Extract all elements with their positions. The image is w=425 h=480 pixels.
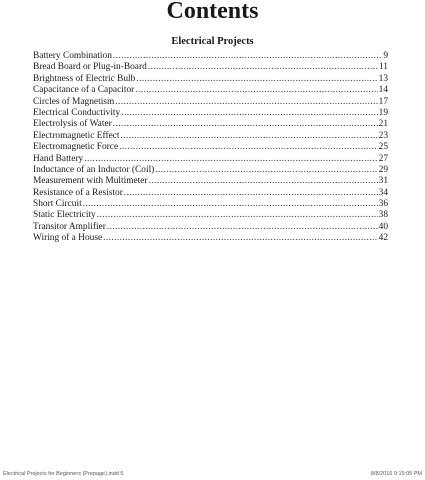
toc-dot-leader [121, 131, 378, 142]
toc-entry-page: 34 [378, 187, 388, 198]
toc-dot-leader [136, 74, 377, 85]
toc-entry[interactable] [33, 176, 388, 187]
toc-entry[interactable] [33, 222, 388, 233]
toc-entry-title: Capacitance of a Capacitor [33, 85, 135, 96]
toc-entry-title: Circles of Magnetism [33, 96, 115, 107]
toc-dot-leader [107, 222, 378, 233]
toc-entry[interactable] [33, 97, 388, 108]
toc-entry[interactable] [33, 119, 388, 130]
toc-entry-title: Inductance of an Inductor (Coil) [33, 164, 155, 175]
toc-entry[interactable] [33, 165, 388, 176]
toc-entry-title: Bread Board or Plug-in-Board [33, 62, 147, 73]
toc-entry-title: Electromagnetic Force [33, 142, 119, 153]
toc-dot-leader [113, 119, 378, 130]
toc-dot-leader [119, 142, 378, 153]
toc-entry-title: Battery Combination [33, 51, 112, 61]
toc-entry-title: Static Electricity [33, 210, 96, 221]
toc-entry[interactable] [33, 131, 388, 142]
toc-dot-leader [97, 210, 378, 221]
toc-dot-leader [84, 154, 377, 165]
toc-dot-leader [113, 51, 382, 62]
toc-entry-page: 36 [378, 199, 388, 210]
toc-dot-leader [103, 233, 377, 244]
toc-dot-leader [121, 108, 377, 119]
toc-entry-page: 27 [378, 153, 388, 164]
toc-dot-leader [155, 165, 377, 176]
toc-entry[interactable] [33, 142, 388, 153]
toc-entry-page: 40 [378, 221, 388, 232]
toc-entry-page: 38 [378, 210, 388, 221]
page-title: Contents [166, 0, 259, 24]
toc-entry[interactable] [33, 210, 388, 221]
toc-entry[interactable] [33, 154, 388, 165]
toc-entry-page: 13 [378, 73, 388, 84]
table-of-contents [33, 51, 388, 245]
toc-entry[interactable] [33, 74, 388, 85]
toc-entry-title: Transitor Amplifier [33, 221, 106, 232]
toc-dot-leader [83, 199, 378, 210]
toc-entry-page: 14 [378, 85, 388, 96]
toc-entry[interactable] [33, 62, 388, 73]
toc-entry-title: Electromagnetic Effect [33, 130, 120, 141]
toc-entry[interactable] [33, 233, 388, 244]
toc-entry-title: Hand Battery [33, 153, 84, 164]
toc-dot-leader [135, 85, 377, 96]
toc-dot-leader [149, 176, 378, 187]
print-footer [3, 469, 422, 479]
toc-dot-leader [148, 62, 378, 73]
toc-entry-page: 21 [378, 119, 388, 130]
toc-entry-page: 11 [378, 62, 388, 73]
section-heading: Electrical Projects [171, 36, 254, 47]
toc-entry-page: 29 [378, 164, 388, 175]
toc-entry[interactable] [33, 199, 388, 210]
toc-entry-title: Short Circuit [33, 199, 82, 210]
toc-entry-page: 42 [378, 233, 388, 244]
toc-entry-page: 9 [383, 51, 388, 61]
toc-entry-title: Wiring of a House [33, 233, 103, 244]
toc-entry-title: Electrolysis of Water [33, 119, 112, 130]
toc-dot-leader [115, 97, 377, 108]
toc-entry[interactable] [33, 51, 388, 62]
toc-entry-title: Measurement with Multimeter [33, 176, 148, 187]
toc-entry-title: Electrical Conductivity [33, 107, 121, 118]
toc-entry-page: 23 [378, 130, 388, 141]
toc-entry-page: 31 [378, 176, 388, 187]
footer-file-info: Electrical Projects for Beginners (Prepage).indd 5 [3, 471, 124, 477]
toc-dot-leader [124, 188, 378, 199]
toc-entry-title: Resistance of a Resistor [33, 187, 123, 198]
footer-timestamp: 8/8/2016 9:19:05 PM [370, 471, 422, 477]
toc-entry[interactable] [33, 188, 388, 199]
toc-entry[interactable] [33, 85, 388, 96]
toc-entry-title: Brightness of Electric Bulb [33, 73, 136, 84]
toc-entry-page: 25 [378, 142, 388, 153]
toc-entry-page: 19 [378, 107, 388, 118]
toc-entry[interactable] [33, 108, 388, 119]
toc-entry-page: 17 [378, 96, 388, 107]
